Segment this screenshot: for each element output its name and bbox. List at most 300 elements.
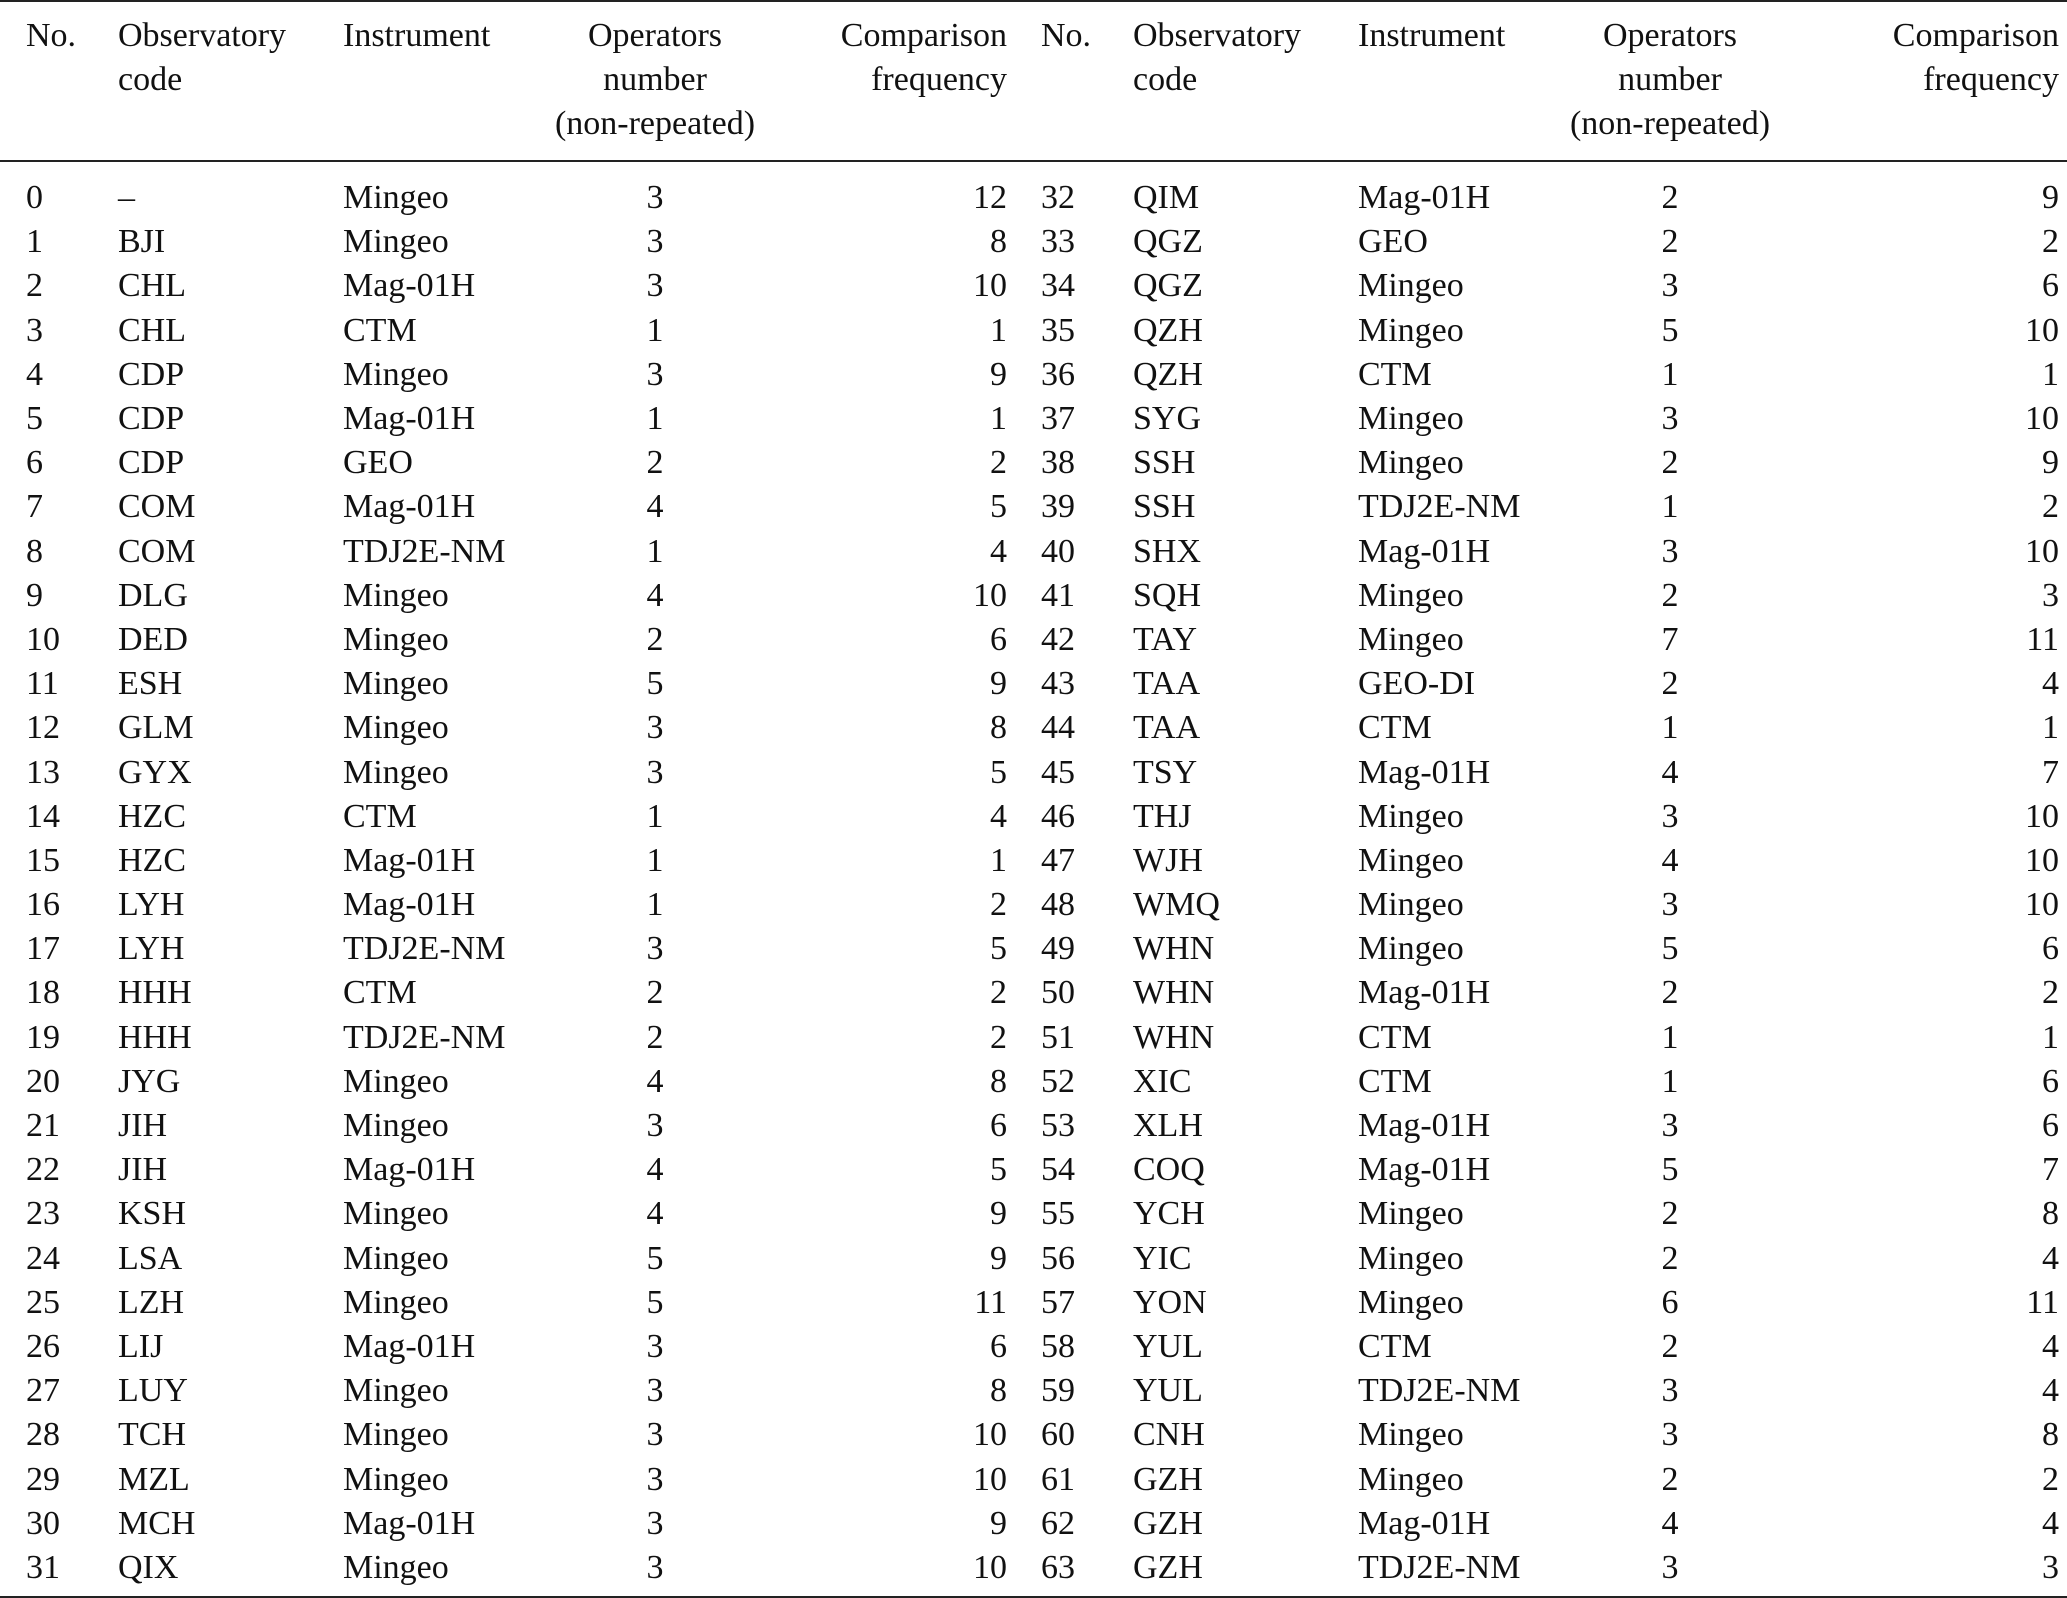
cell-instrument: Mingeo bbox=[1358, 1283, 1464, 1321]
header-row bbox=[0, 1, 2067, 161]
table-row bbox=[0, 662, 2067, 706]
cell-observatory-code: WHN bbox=[1133, 1018, 1215, 1056]
header-observatory-code-right bbox=[1125, 1, 1350, 161]
table-row bbox=[0, 839, 2067, 883]
cell-comparison-frequency: 5 bbox=[990, 753, 1007, 791]
table-row bbox=[0, 220, 2067, 264]
table-row bbox=[0, 1060, 2067, 1104]
cell-instrument: TDJ2E-NM bbox=[1358, 1372, 1521, 1410]
cell-comparison-frequency: 4 bbox=[2042, 1372, 2059, 1410]
cell-instrument: Mag-01H bbox=[1358, 974, 1491, 1012]
cell-observatory-code: QZH bbox=[1133, 311, 1203, 349]
table-row bbox=[0, 795, 2067, 839]
cell-no: 24 bbox=[26, 1239, 60, 1277]
cell-no: 37 bbox=[1041, 400, 1075, 438]
cell-instrument: Mingeo bbox=[1358, 1239, 1464, 1277]
cell-comparison-frequency: 8 bbox=[990, 223, 1007, 261]
cell-comparison-frequency: 10 bbox=[2025, 841, 2059, 879]
cell-instrument: Mag-01H bbox=[343, 1151, 476, 1189]
cell-instrument: Mingeo bbox=[1358, 886, 1464, 924]
cell-no: 53 bbox=[1041, 1107, 1075, 1145]
cell-comparison-frequency: 4 bbox=[2042, 1239, 2059, 1277]
cell-no: 36 bbox=[1041, 355, 1075, 393]
cell-no: 23 bbox=[26, 1195, 60, 1233]
cell-operators-number: 5 bbox=[1661, 1151, 1679, 1189]
cell-observatory-code: YUL bbox=[1133, 1372, 1203, 1410]
table-row bbox=[0, 971, 2067, 1015]
cell-instrument: TDJ2E-NM bbox=[1358, 488, 1521, 526]
cell-observatory-code: WHN bbox=[1133, 974, 1215, 1012]
cell-instrument: Mingeo bbox=[343, 1239, 449, 1277]
cell-operators-number: 4 bbox=[646, 1195, 664, 1233]
cell-observatory-code: YON bbox=[1133, 1283, 1207, 1321]
cell-operators-number: 6 bbox=[1661, 1283, 1679, 1321]
cell-observatory-code: GZH bbox=[1133, 1460, 1203, 1498]
cell-comparison-frequency: 6 bbox=[990, 1327, 1007, 1365]
cell-operators-number: 3 bbox=[1661, 1107, 1679, 1145]
cell-observatory-code: QGZ bbox=[1133, 223, 1203, 261]
cell-observatory-code: YIC bbox=[1133, 1239, 1192, 1277]
cell-operators-number: 4 bbox=[1661, 841, 1679, 879]
cell-operators-number: 4 bbox=[646, 1062, 664, 1100]
cell-comparison-frequency: 2 bbox=[990, 886, 1007, 924]
cell-operators-number: 1 bbox=[646, 841, 664, 879]
header-text: number bbox=[1618, 61, 1722, 98]
cell-no: 6 bbox=[26, 444, 43, 482]
cell-comparison-frequency: 2 bbox=[2042, 1460, 2059, 1498]
table-row bbox=[0, 1502, 2067, 1546]
cell-no: 52 bbox=[1041, 1062, 1075, 1100]
cell-no: 12 bbox=[26, 709, 60, 747]
cell-no: 29 bbox=[26, 1460, 60, 1498]
cell-instrument: Mingeo bbox=[343, 1548, 449, 1586]
cell-operators-number: 3 bbox=[1661, 1416, 1679, 1454]
cell-comparison-frequency: 10 bbox=[2025, 311, 2059, 349]
cell-observatory-code: YUL bbox=[1133, 1327, 1203, 1365]
cell-comparison-frequency: 10 bbox=[973, 1416, 1007, 1454]
table-row bbox=[0, 264, 2067, 308]
cell-instrument: CTM bbox=[1358, 709, 1432, 747]
cell-no: 44 bbox=[1041, 709, 1075, 747]
cell-instrument: Mingeo bbox=[343, 665, 449, 703]
header-no-right: No. bbox=[1041, 17, 1092, 54]
cell-comparison-frequency: 9 bbox=[990, 665, 1007, 703]
table-row bbox=[0, 1104, 2067, 1148]
header-text: (non-repeated) bbox=[554, 105, 756, 142]
cell-no: 3 bbox=[26, 311, 43, 349]
cell-observatory-code: COM bbox=[118, 488, 196, 526]
cell-observatory-code: DED bbox=[118, 620, 188, 658]
cell-observatory-code: SYG bbox=[1133, 400, 1202, 438]
cell-operators-number: 3 bbox=[646, 267, 664, 305]
cell-operators-number: 3 bbox=[646, 1416, 664, 1454]
cell-no: 39 bbox=[1041, 488, 1075, 526]
cell-no: 16 bbox=[26, 886, 60, 924]
cell-comparison-frequency: 6 bbox=[990, 620, 1007, 658]
cell-observatory-code: TCH bbox=[118, 1416, 186, 1454]
cell-no: 30 bbox=[26, 1504, 60, 1542]
cell-operators-number: 2 bbox=[1661, 665, 1679, 703]
cell-no: 35 bbox=[1041, 311, 1075, 349]
cell-instrument: Mingeo bbox=[1358, 930, 1464, 968]
cell-comparison-frequency: 4 bbox=[2042, 1327, 2059, 1365]
cell-instrument: Mag-01H bbox=[343, 267, 476, 305]
cell-no: 14 bbox=[26, 797, 60, 835]
cell-operators-number: 5 bbox=[646, 1283, 664, 1321]
table-row bbox=[0, 397, 2067, 441]
cell-no: 11 bbox=[26, 665, 59, 703]
cell-instrument: GEO bbox=[1358, 223, 1428, 261]
cell-operators-number: 2 bbox=[1661, 1327, 1679, 1365]
cell-comparison-frequency: 9 bbox=[990, 1504, 1007, 1542]
cell-observatory-code: JIH bbox=[118, 1151, 168, 1189]
cell-no: 2 bbox=[26, 267, 43, 305]
cell-no: 8 bbox=[26, 532, 43, 570]
cell-operators-number: 4 bbox=[1661, 753, 1679, 791]
cell-comparison-frequency: 6 bbox=[990, 1107, 1007, 1145]
table-row bbox=[0, 1369, 2067, 1413]
cell-comparison-frequency: 9 bbox=[2042, 179, 2059, 217]
cell-comparison-frequency: 7 bbox=[2042, 1151, 2059, 1189]
cell-instrument: CTM bbox=[1358, 1018, 1432, 1056]
header-observatory-code bbox=[110, 1, 335, 161]
table-row bbox=[0, 618, 2067, 662]
cell-comparison-frequency: 5 bbox=[990, 1151, 1007, 1189]
cell-comparison-frequency: 9 bbox=[990, 1239, 1007, 1277]
header-comparison-frequency-right bbox=[1780, 1, 2067, 161]
cell-observatory-code: – bbox=[118, 179, 135, 217]
cell-operators-number: 1 bbox=[646, 797, 664, 835]
header-text: Comparison bbox=[840, 17, 1007, 54]
cell-no: 57 bbox=[1041, 1283, 1075, 1321]
table-row bbox=[0, 1413, 2067, 1457]
cell-operators-number: 3 bbox=[646, 1504, 664, 1542]
cell-operators-number: 3 bbox=[1661, 267, 1679, 305]
cell-observatory-code: LZH bbox=[118, 1283, 185, 1321]
cell-instrument: Mingeo bbox=[1358, 1195, 1464, 1233]
cell-comparison-frequency: 4 bbox=[2042, 1504, 2059, 1542]
cell-no: 17 bbox=[26, 930, 60, 968]
cell-instrument: Mag-01H bbox=[1358, 532, 1491, 570]
header-text: Comparison bbox=[1892, 17, 2059, 54]
cell-instrument: TDJ2E-NM bbox=[343, 532, 506, 570]
table-row bbox=[0, 1546, 2067, 1597]
table-row bbox=[0, 353, 2067, 397]
cell-operators-number: 3 bbox=[1661, 532, 1679, 570]
cell-operators-number: 1 bbox=[1661, 709, 1679, 747]
cell-comparison-frequency: 9 bbox=[990, 355, 1007, 393]
cell-observatory-code: THJ bbox=[1133, 797, 1192, 835]
cell-comparison-frequency: 6 bbox=[2042, 1107, 2059, 1145]
cell-instrument: GEO-DI bbox=[1358, 665, 1476, 703]
cell-operators-number: 2 bbox=[1661, 444, 1679, 482]
cell-operators-number: 3 bbox=[1661, 1372, 1679, 1410]
cell-observatory-code: LYH bbox=[118, 930, 185, 968]
cell-observatory-code: WHN bbox=[1133, 930, 1215, 968]
cell-instrument: CTM bbox=[1358, 355, 1432, 393]
header-instrument: Instrument bbox=[343, 17, 491, 54]
cell-comparison-frequency: 10 bbox=[973, 1460, 1007, 1498]
cell-operators-number: 5 bbox=[1661, 311, 1679, 349]
cell-observatory-code: CNH bbox=[1133, 1416, 1205, 1454]
cell-comparison-frequency: 3 bbox=[2042, 1548, 2059, 1586]
cell-observatory-code: XLH bbox=[1133, 1107, 1203, 1145]
cell-comparison-frequency: 1 bbox=[990, 400, 1007, 438]
cell-comparison-frequency: 5 bbox=[990, 488, 1007, 526]
cell-no: 58 bbox=[1041, 1327, 1075, 1365]
cell-observatory-code: SQH bbox=[1133, 576, 1202, 614]
cell-comparison-frequency: 2 bbox=[990, 444, 1007, 482]
cell-no: 38 bbox=[1041, 444, 1075, 482]
cell-operators-number: 2 bbox=[1661, 179, 1679, 217]
cell-operators-number: 1 bbox=[646, 400, 664, 438]
table-row bbox=[0, 706, 2067, 750]
cell-instrument: Mingeo bbox=[343, 223, 449, 261]
cell-comparison-frequency: 8 bbox=[990, 1372, 1007, 1410]
cell-comparison-frequency: 6 bbox=[2042, 1062, 2059, 1100]
header-text: Operators bbox=[1602, 17, 1738, 54]
cell-comparison-frequency: 10 bbox=[2025, 886, 2059, 924]
cell-comparison-frequency: 10 bbox=[973, 267, 1007, 305]
cell-instrument: Mag-01H bbox=[343, 1504, 476, 1542]
table-row bbox=[0, 1148, 2067, 1192]
cell-no: 56 bbox=[1041, 1239, 1075, 1277]
cell-operators-number: 2 bbox=[646, 444, 664, 482]
cell-observatory-code: COM bbox=[118, 532, 196, 570]
cell-no: 20 bbox=[26, 1062, 60, 1100]
cell-no: 54 bbox=[1041, 1151, 1075, 1189]
cell-comparison-frequency: 4 bbox=[2042, 665, 2059, 703]
cell-instrument: TDJ2E-NM bbox=[343, 930, 506, 968]
header-text: code bbox=[1133, 61, 1198, 98]
cell-operators-number: 3 bbox=[646, 1372, 664, 1410]
cell-observatory-code: QIM bbox=[1133, 179, 1200, 217]
cell-no: 50 bbox=[1041, 974, 1075, 1012]
cell-operators-number: 3 bbox=[646, 1327, 664, 1365]
cell-observatory-code: GZH bbox=[1133, 1548, 1203, 1586]
cell-comparison-frequency: 4 bbox=[990, 532, 1007, 570]
cell-operators-number: 7 bbox=[1661, 620, 1679, 658]
cell-operators-number: 1 bbox=[646, 532, 664, 570]
cell-comparison-frequency: 9 bbox=[2042, 444, 2059, 482]
cell-observatory-code: LUY bbox=[118, 1372, 188, 1410]
cell-instrument: TDJ2E-NM bbox=[1358, 1548, 1521, 1586]
table-row bbox=[0, 309, 2067, 353]
header-text: (non-repeated) bbox=[1569, 105, 1771, 142]
cell-instrument: Mag-01H bbox=[1358, 1151, 1491, 1189]
header-instrument-right: Instrument bbox=[1358, 17, 1506, 54]
cell-no: 19 bbox=[26, 1018, 60, 1056]
table-row bbox=[0, 161, 2067, 220]
header-operators-number-right bbox=[1560, 1, 1780, 161]
cell-observatory-code: HHH bbox=[118, 1018, 192, 1056]
cell-no: 26 bbox=[26, 1327, 60, 1365]
cell-operators-number: 5 bbox=[646, 1239, 664, 1277]
cell-no: 45 bbox=[1041, 753, 1075, 791]
cell-instrument: Mingeo bbox=[1358, 797, 1464, 835]
cell-observatory-code: TAA bbox=[1133, 709, 1201, 747]
header-text: number bbox=[603, 61, 707, 98]
cell-operators-number: 3 bbox=[646, 753, 664, 791]
cell-operators-number: 3 bbox=[646, 355, 664, 393]
cell-operators-number: 5 bbox=[646, 665, 664, 703]
cell-no: 59 bbox=[1041, 1372, 1075, 1410]
cell-observatory-code: CDP bbox=[118, 444, 185, 482]
cell-no: 46 bbox=[1041, 797, 1075, 835]
cell-instrument: Mingeo bbox=[343, 1195, 449, 1233]
cell-instrument: Mingeo bbox=[343, 576, 449, 614]
cell-instrument: Mingeo bbox=[1358, 620, 1464, 658]
cell-instrument: CTM bbox=[343, 974, 417, 1012]
cell-observatory-code: MCH bbox=[118, 1504, 196, 1542]
cell-comparison-frequency: 1 bbox=[2042, 355, 2059, 393]
cell-operators-number: 3 bbox=[1661, 400, 1679, 438]
cell-operators-number: 3 bbox=[1661, 1548, 1679, 1586]
cell-observatory-code: GZH bbox=[1133, 1504, 1203, 1542]
table-row bbox=[0, 883, 2067, 927]
cell-operators-number: 1 bbox=[1661, 355, 1679, 393]
cell-no: 5 bbox=[26, 400, 43, 438]
cell-instrument: Mingeo bbox=[1358, 841, 1464, 879]
cell-no: 27 bbox=[26, 1372, 60, 1410]
cell-instrument: Mingeo bbox=[343, 1372, 449, 1410]
cell-observatory-code: JIH bbox=[118, 1107, 168, 1145]
cell-no: 33 bbox=[1041, 223, 1075, 261]
cell-comparison-frequency: 5 bbox=[990, 930, 1007, 968]
cell-no: 28 bbox=[26, 1416, 60, 1454]
cell-no: 0 bbox=[26, 179, 43, 217]
cell-comparison-frequency: 8 bbox=[2042, 1195, 2059, 1233]
cell-instrument: Mingeo bbox=[343, 1460, 449, 1498]
cell-operators-number: 3 bbox=[646, 1460, 664, 1498]
cell-comparison-frequency: 1 bbox=[990, 311, 1007, 349]
cell-instrument: Mag-01H bbox=[343, 886, 476, 924]
cell-observatory-code: TSY bbox=[1133, 753, 1198, 791]
cell-operators-number: 3 bbox=[646, 930, 664, 968]
cell-no: 61 bbox=[1041, 1460, 1075, 1498]
cell-instrument: Mingeo bbox=[1358, 311, 1464, 349]
cell-instrument: Mingeo bbox=[343, 1062, 449, 1100]
table-row bbox=[0, 574, 2067, 618]
cell-observatory-code: TAY bbox=[1133, 620, 1198, 658]
cell-no: 40 bbox=[1041, 532, 1075, 570]
cell-operators-number: 4 bbox=[1661, 1504, 1679, 1542]
cell-instrument: Mingeo bbox=[343, 1416, 449, 1454]
cell-comparison-frequency: 8 bbox=[990, 709, 1007, 747]
cell-observatory-code: CHL bbox=[118, 311, 186, 349]
table-row bbox=[0, 441, 2067, 485]
cell-instrument: CTM bbox=[343, 797, 417, 835]
cell-no: 31 bbox=[26, 1548, 60, 1586]
cell-observatory-code: WJH bbox=[1133, 841, 1203, 879]
cell-observatory-code: HHH bbox=[118, 974, 192, 1012]
cell-instrument: TDJ2E-NM bbox=[343, 1018, 506, 1056]
cell-comparison-frequency: 6 bbox=[2042, 267, 2059, 305]
cell-operators-number: 2 bbox=[646, 620, 664, 658]
cell-observatory-code: GYX bbox=[118, 753, 192, 791]
cell-observatory-code: HZC bbox=[118, 841, 186, 879]
cell-comparison-frequency: 2 bbox=[2042, 223, 2059, 261]
cell-observatory-code: CDP bbox=[118, 355, 185, 393]
header-operators-number bbox=[545, 1, 765, 161]
cell-comparison-frequency: 11 bbox=[974, 1283, 1007, 1321]
header-text: frequency bbox=[871, 61, 1007, 98]
cell-comparison-frequency: 11 bbox=[2026, 620, 2059, 658]
table-row bbox=[0, 750, 2067, 794]
cell-no: 15 bbox=[26, 841, 60, 879]
cell-observatory-code: WMQ bbox=[1133, 886, 1220, 924]
cell-observatory-code: JYG bbox=[118, 1062, 181, 1100]
cell-no: 60 bbox=[1041, 1416, 1075, 1454]
cell-observatory-code: LSA bbox=[118, 1239, 183, 1277]
cell-instrument: Mingeo bbox=[1358, 576, 1464, 614]
cell-observatory-code: QIX bbox=[118, 1548, 179, 1586]
cell-no: 25 bbox=[26, 1283, 60, 1321]
cell-instrument: Mingeo bbox=[343, 753, 449, 791]
cell-operators-number: 2 bbox=[646, 1018, 664, 1056]
cell-comparison-frequency: 1 bbox=[990, 841, 1007, 879]
cell-no: 13 bbox=[26, 753, 60, 791]
cell-comparison-frequency: 2 bbox=[2042, 974, 2059, 1012]
cell-instrument: Mag-01H bbox=[343, 488, 476, 526]
cell-observatory-code: CDP bbox=[118, 400, 185, 438]
cell-no: 41 bbox=[1041, 576, 1075, 614]
cell-observatory-code: LYH bbox=[118, 886, 185, 924]
cell-instrument: Mingeo bbox=[1358, 400, 1464, 438]
table-row bbox=[0, 1325, 2067, 1369]
cell-no: 49 bbox=[1041, 930, 1075, 968]
cell-operators-number: 3 bbox=[1661, 797, 1679, 835]
cell-observatory-code: LIJ bbox=[118, 1327, 164, 1365]
cell-comparison-frequency: 10 bbox=[973, 576, 1007, 614]
table-body bbox=[0, 161, 2067, 1597]
table-row bbox=[0, 1237, 2067, 1281]
cell-instrument: Mingeo bbox=[1358, 1460, 1464, 1498]
cell-operators-number: 3 bbox=[646, 223, 664, 261]
header-text: Observatory bbox=[118, 17, 287, 54]
cell-no: 48 bbox=[1041, 886, 1075, 924]
header-text: frequency bbox=[1923, 61, 2059, 98]
cell-observatory-code: ESH bbox=[118, 665, 183, 703]
table-row bbox=[0, 1457, 2067, 1501]
cell-comparison-frequency: 8 bbox=[990, 1062, 1007, 1100]
cell-observatory-code: DLG bbox=[118, 576, 188, 614]
header-no: No. bbox=[26, 17, 77, 54]
cell-no: 51 bbox=[1041, 1018, 1075, 1056]
cell-instrument: CTM bbox=[343, 311, 417, 349]
cell-operators-number: 2 bbox=[1661, 223, 1679, 261]
cell-operators-number: 3 bbox=[646, 709, 664, 747]
cell-no: 62 bbox=[1041, 1504, 1075, 1542]
cell-no: 32 bbox=[1041, 179, 1075, 217]
cell-observatory-code: SHX bbox=[1133, 532, 1202, 570]
cell-operators-number: 5 bbox=[1661, 930, 1679, 968]
table-row bbox=[0, 1192, 2067, 1236]
table-header bbox=[0, 1, 2067, 161]
cell-no: 22 bbox=[26, 1151, 60, 1189]
cell-observatory-code: QGZ bbox=[1133, 267, 1203, 305]
cell-observatory-code: YCH bbox=[1133, 1195, 1205, 1233]
cell-comparison-frequency: 10 bbox=[2025, 797, 2059, 835]
cell-operators-number: 3 bbox=[646, 1548, 664, 1586]
cell-comparison-frequency: 2 bbox=[990, 974, 1007, 1012]
table-row bbox=[0, 927, 2067, 971]
cell-operators-number: 1 bbox=[1661, 488, 1679, 526]
cell-no: 21 bbox=[26, 1107, 60, 1145]
table-row bbox=[0, 485, 2067, 529]
cell-comparison-frequency: 8 bbox=[2042, 1416, 2059, 1454]
cell-observatory-code: SSH bbox=[1133, 444, 1196, 482]
